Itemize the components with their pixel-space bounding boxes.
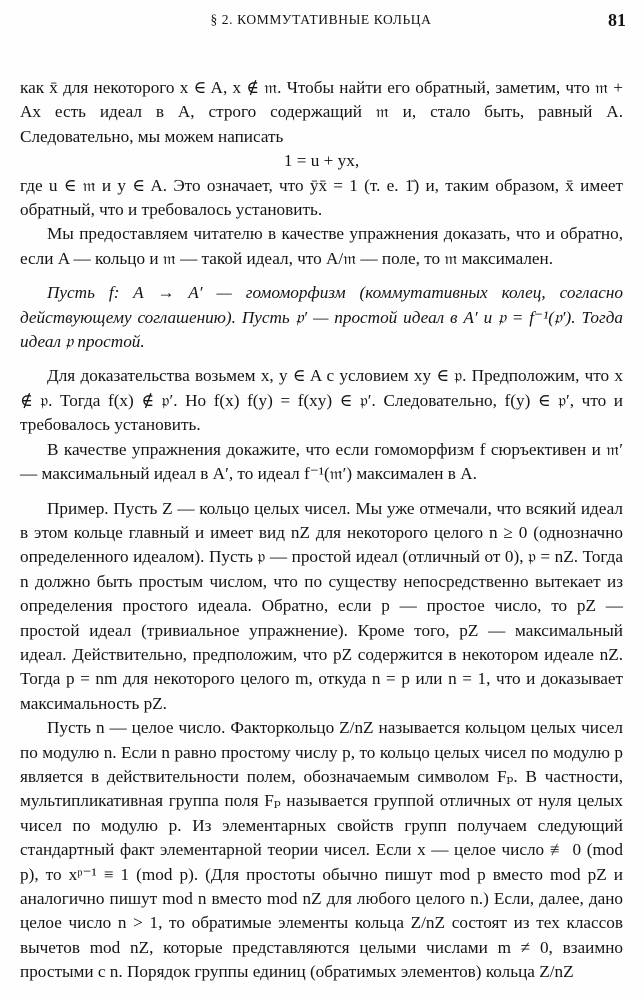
page-number: 81 <box>608 10 626 30</box>
body-text <box>20 76 623 985</box>
paragraph-exercise-maximal: Мы предоставляем читателю в качестве упражнения доказать, что и обратно, если A — кольцо и 𝔪 — такой идеал, что A/𝔪 — поле, то 𝔪 максимален. <box>20 224 623 268</box>
paragraph-integers-mod-n: Пусть n — целое число. Факторкольцо Z/nZ называется кольцом целых чисел по модулю n. Если n равно простому числу p, то кольцо целых чисел по модулю p является в действительности полем, обозначаемым символом Fₚ. В частности, мультипликативная группа поля Fₚ называется группой отличных от нуля целых чисел по модулю p. Из элементарных свойств групп получаем следующий стандартный факт элементарной теории чисел. Если x — целое число ≢ 0 (mod p), то xᵖ⁻¹ ≡ 1 (mod p). (Для простоты обычно пишут mod p вместо mod pZ и аналогично пишут mod n вместо mod nZ для любого целого n.) Если, далее, дано целое число n > 1, то обратимые элементы кольца Z/nZ состоят из тех классов вычетов mod nZ, которые представляются целыми числами m ≠ 0, взаимно простыми с n. Порядок группы единиц (обратимых элементов) кольца Z/nZ <box>20 718 623 982</box>
paragraph-exercise-surjective: В качестве упражнения докажите, что если гомоморфизм f сюръективен и 𝔪′ — максимальный идеал в A′, то идеал f⁻¹(𝔪′) максимален в A. <box>20 439 623 484</box>
paragraph-statement-prime-ideal: Пусть f: A → A′ — гомоморфизм (коммутативных колец, согласно действующему соглашению). Пусть 𝔭′ — простой идеал в A′ и 𝔭 = f⁻¹(𝔭′). Тогда идеал 𝔭 простой. <box>20 283 623 352</box>
section-title: § 2. КОММУТАТИВНЫЕ КОЛЬЦА <box>210 12 432 27</box>
running-header <box>0 10 642 36</box>
paragraph-example-integers: Пример. Пусть Z — кольцо целых чисел. Мы уже отмечали, что всякий идеал в этом кольце главный и имеет вид nZ для некоторого целого n ≥ 0 (однозначно определенного идеалом). Пусть 𝔭 — простой идеал (отличный от 0), 𝔭 = nZ. Тогда n должно быть простым числом, что по существу непосредственно вытекает из определения простого идеала. Обратно, если p — простое число, то pZ — простой идеал (тривиальное упражнение). Кроме того, pZ — максимальный идеал. Действительно, предположим, что pZ содержится в некотором идеале nZ. Тогда p = nm для некоторого целого m, откуда n = p или n = 1, что и доказывает максимальность pZ. <box>20 498 623 713</box>
paragraph-continuation: как x̄ для некоторого x ∈ A, x ∉ 𝔪. Чтобы найти его обратный, заметим, что 𝔪 + Ax есть идеал в A, строго содержащий 𝔪 и, стало быть, равный A. Следовательно, мы можем написать <box>20 78 623 146</box>
paragraph-proof: Для доказательства возьмем x, y ∈ A с условием xy ∈ 𝔭. Предположим, что x ∉ 𝔭. Тогда f(x) ∉ 𝔭′. Но f(x) f(y) = f(xy) ∈ 𝔭′. Следовательно, f(y) ∈ 𝔭′, что и требовалось установить. <box>20 366 623 435</box>
displayed-formula: 1 = u + yx, <box>283 151 360 171</box>
paragraph-conclusion: где u ∈ 𝔪 и y ∈ A. Это означает, что ȳx̄ = 1 (т. е. 1̄) и, таким образом, x̄ имеет обратный, что и требовалось установить. <box>20 175 623 220</box>
